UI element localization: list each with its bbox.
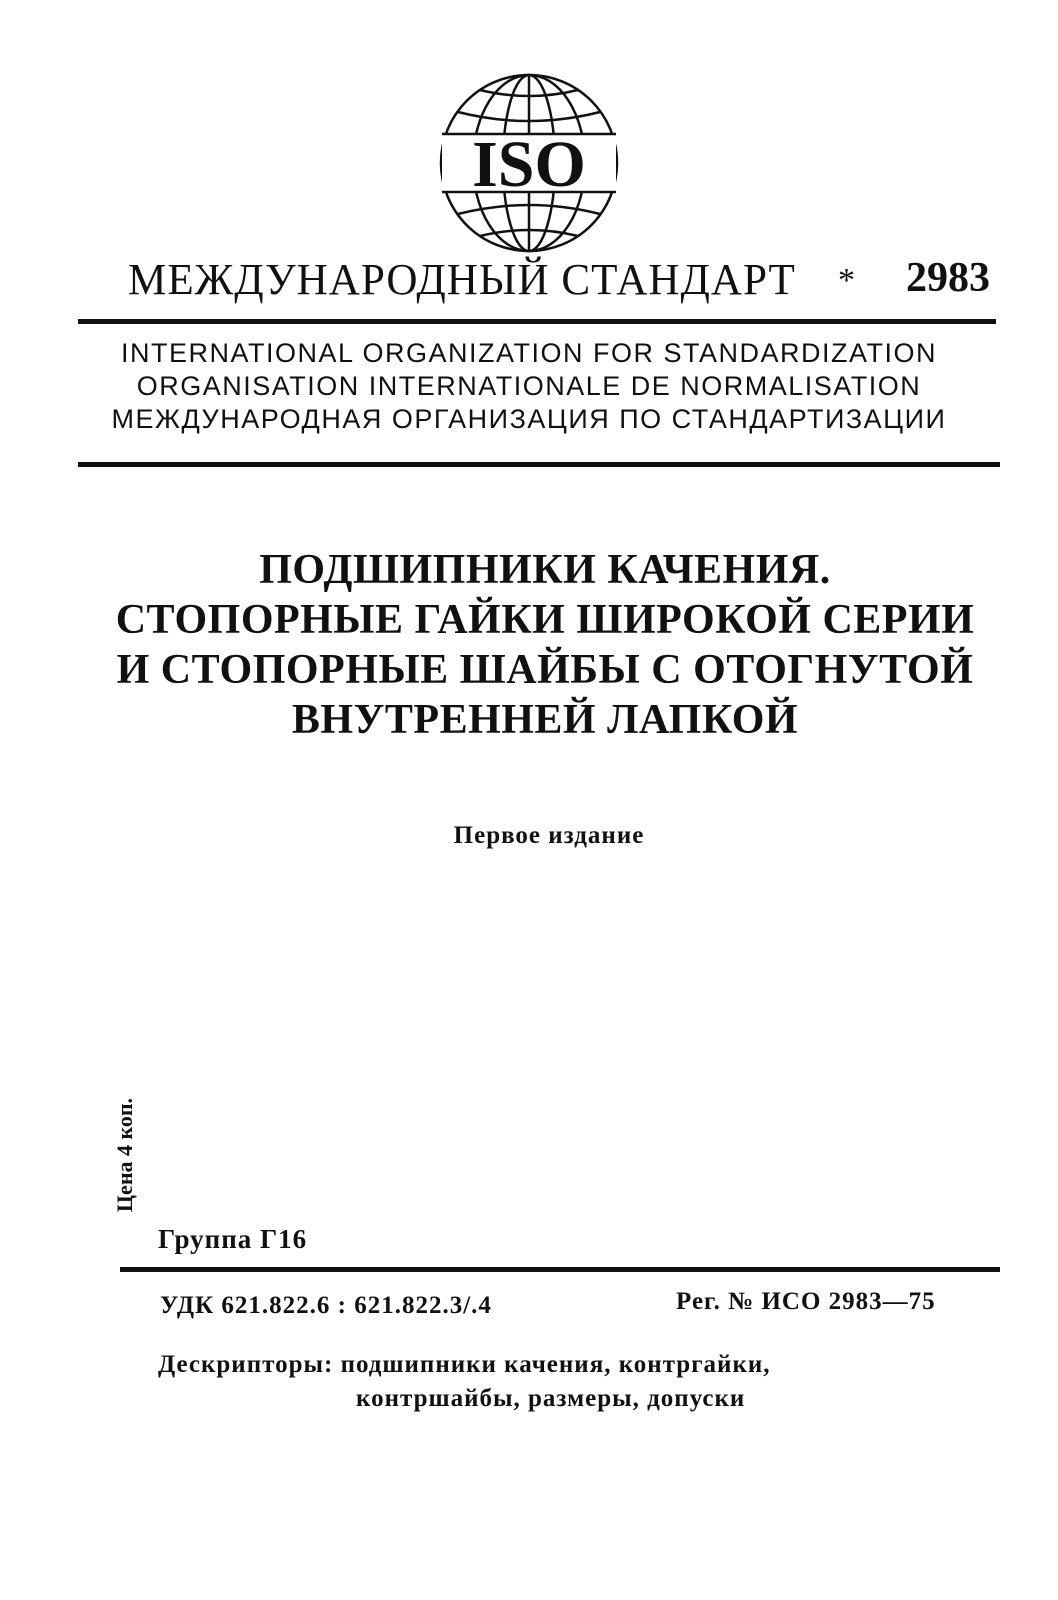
iso-logo-text: ISO <box>472 128 586 201</box>
descriptors-line-1: Дескрипторы: подшипники качения, контргайки, <box>158 1351 771 1378</box>
price-label: Цена 4 коп. <box>112 1097 137 1213</box>
header-rule <box>78 319 996 324</box>
group-label: Группа Г16 <box>158 1224 308 1254</box>
edition-label: Первое издание <box>453 822 645 849</box>
udk-code: УДК 621.822.6 : 621.822.3/.4 <box>160 1292 492 1319</box>
document-title-line-1: ПОДШИПНИКИ КАЧЕНИЯ. <box>259 547 831 593</box>
footnote-star: * <box>838 262 855 299</box>
document-title-line-3: И СТОПОРНЫЕ ШАЙБЫ С ОТОГНУТОЙ <box>116 647 974 693</box>
standard-title: МЕЖДУНАРОДНЫЙ СТАНДАРТ <box>128 255 796 304</box>
document-title-line-2: СТОПОРНЫЕ ГАЙКИ ШИРОКОЙ СЕРИИ <box>115 597 975 643</box>
iso-logo <box>438 72 620 254</box>
org-name-russian: МЕЖДУНАРОДНАЯ ОРГАНИЗАЦИЯ ПО СТАНДАРТИЗАЦИИ <box>111 404 947 434</box>
org-name-french: ORGANISATION INTERNATIONALE DE NORMALISATION <box>136 371 922 401</box>
org-rule <box>78 462 1000 467</box>
document-title-line-4: ВНУТРЕННЕЙ ЛАПКОЙ <box>291 697 799 743</box>
descriptors-line-2: контршайбы, размеры, допуски <box>356 1385 746 1412</box>
standard-number: 2983 <box>906 255 990 301</box>
footer-rule <box>120 1267 1000 1272</box>
registration-number: Рег. № ИСО 2983—75 <box>676 1288 936 1315</box>
org-name-english: INTERNATIONAL ORGANIZATION FOR STANDARDIZATION <box>120 338 938 368</box>
